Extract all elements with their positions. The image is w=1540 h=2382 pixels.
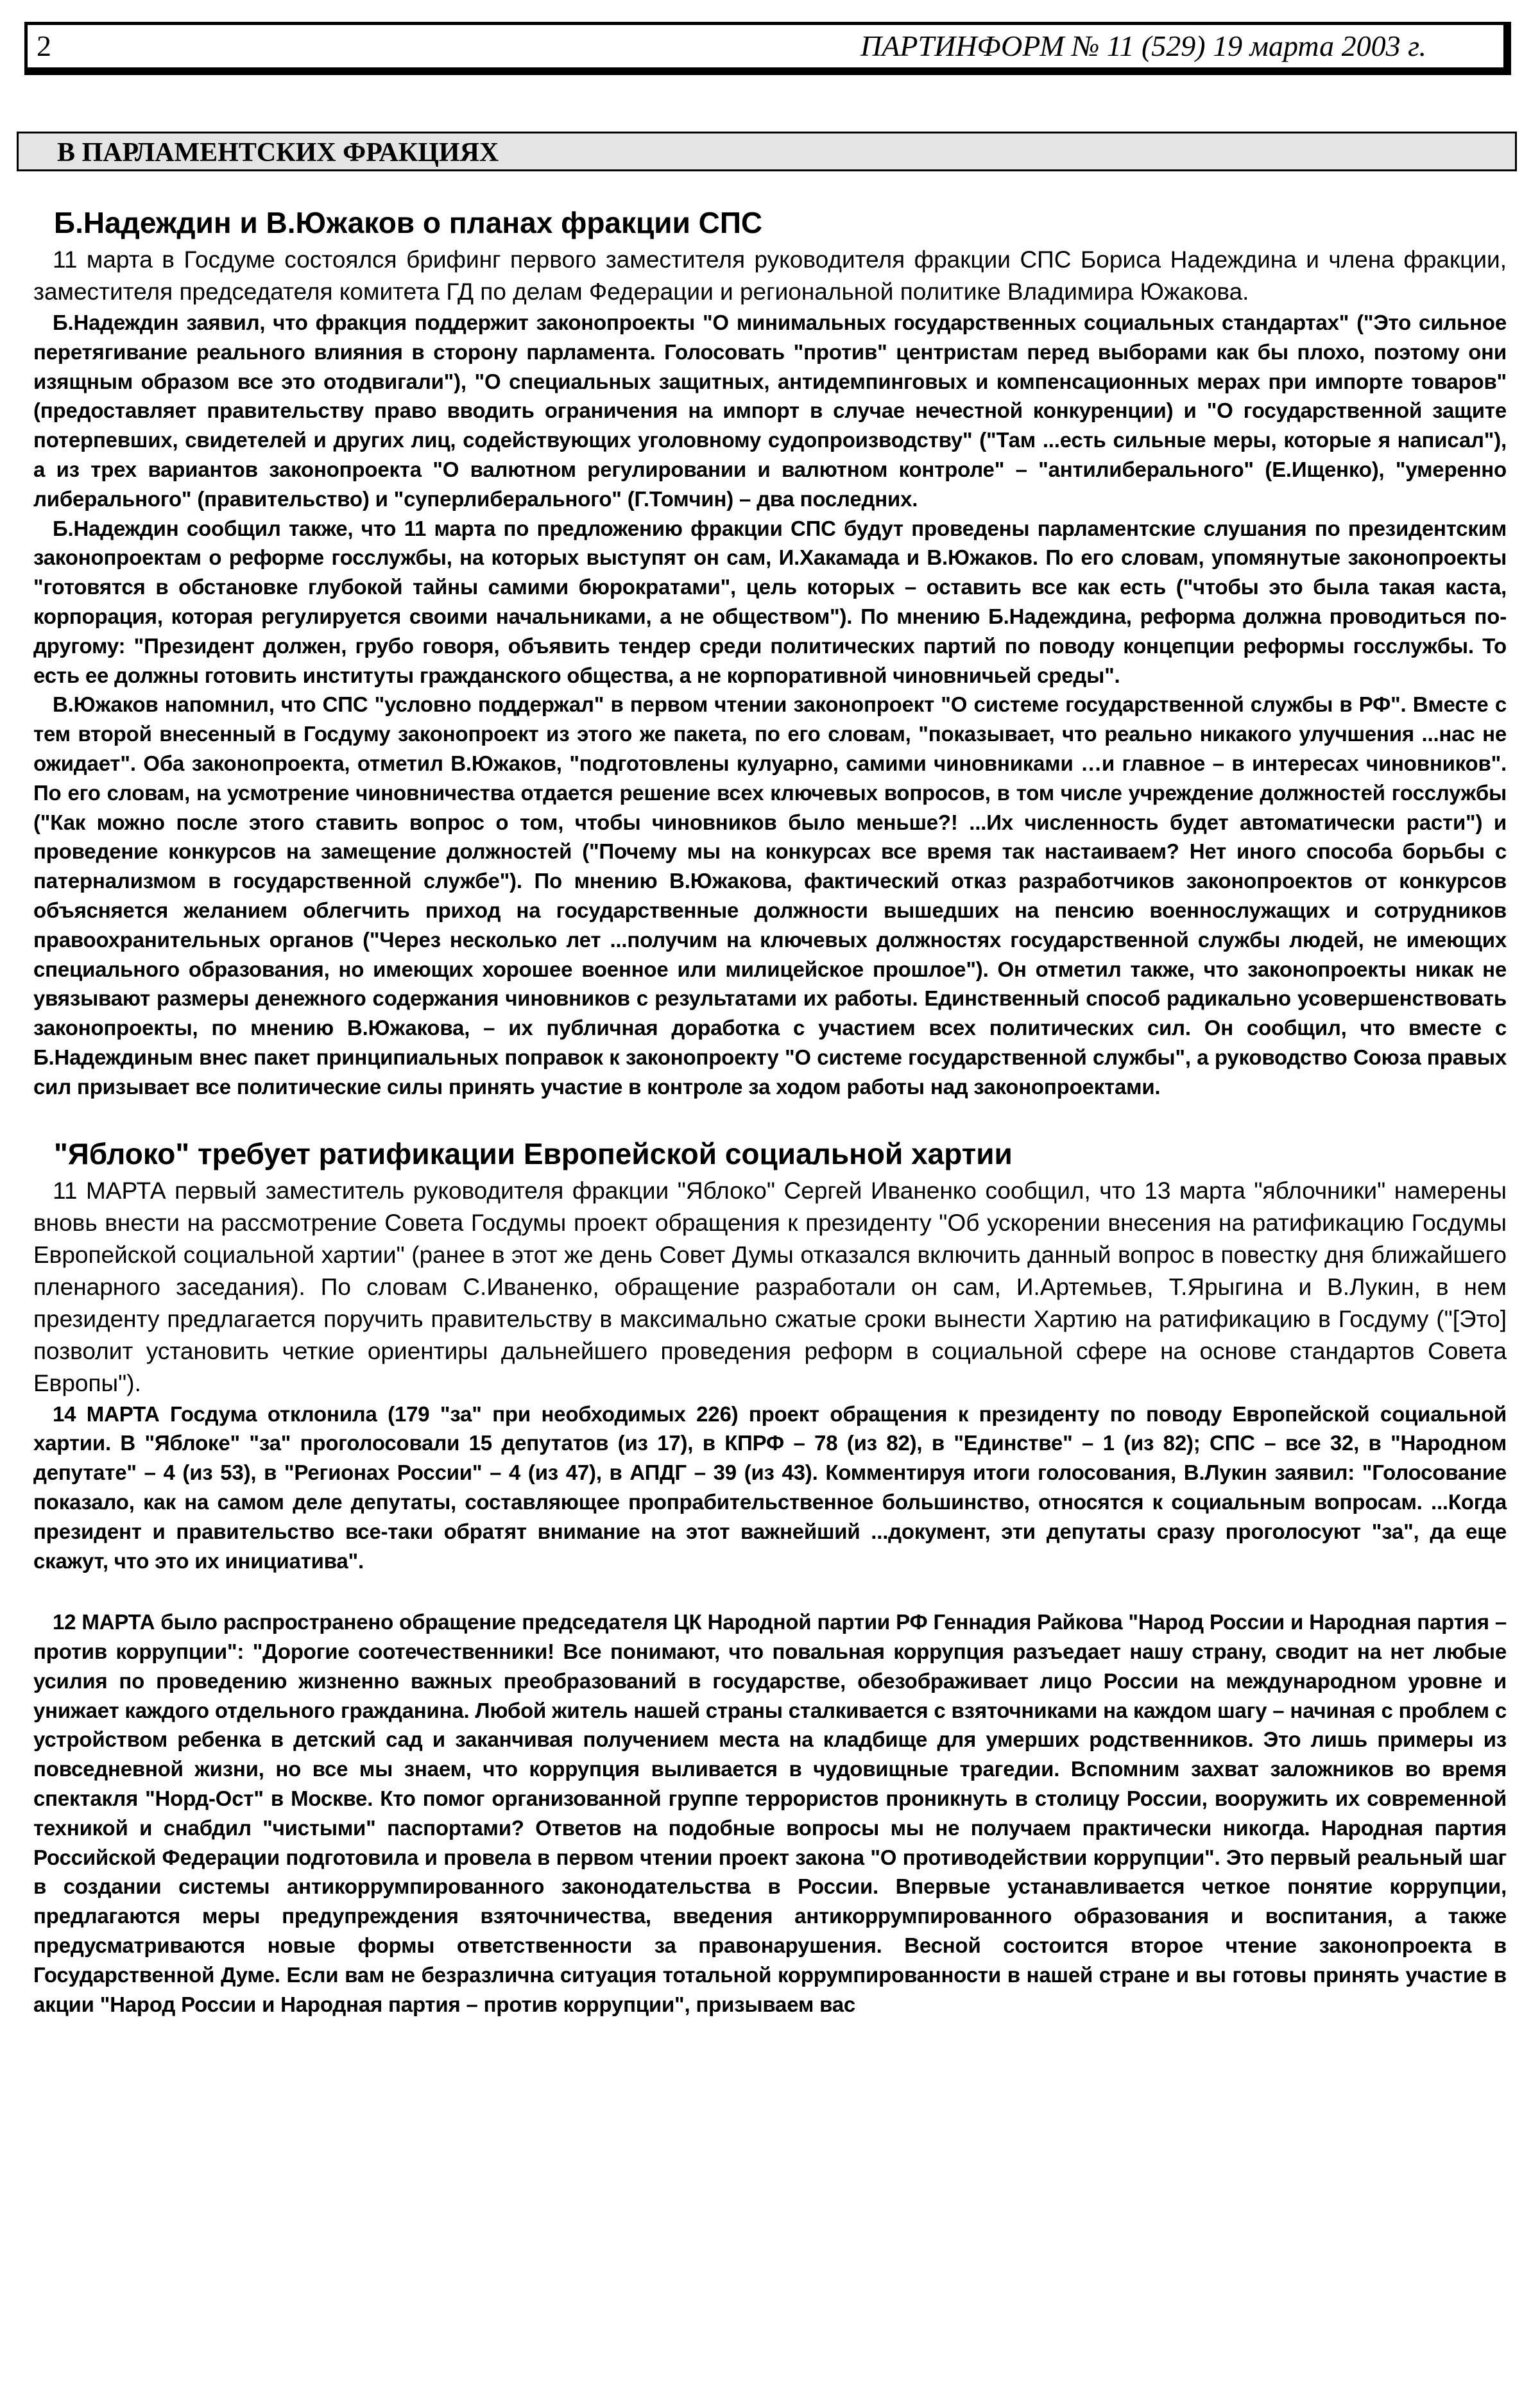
article-lead: 11 МАРТА первый заместитель руководителя фракции "Яблоко" Сергей Иваненко сообщил, что 13 марта "яблочники" намерены вновь внести на рассмотрение Совета Госдумы проект обращения к президенту "Об ускорении внесения на ратификацию Госдумы Европейской социальной хартии" (ранее в этот же день Совет Думы отказался включить данный вопрос в повестку дня ближайшего пленарного заседания). По словам С.Иваненко, обращение разработали он сам, И.Артемьев, Т.Ярыгина и В.Лукин, в нем президенту предлагается поручить правительству в максимально сжатые сроки вынести Хартию на ратификацию в Госдуму ("[Это] позволит установить четкие ориентиры дальнейшего проведения реформ в социальной сфере на основе стандартов Совета Европы"). [33,1177,1507,1396]
article-people-party [33,1607,1507,2019]
article-paragraph: В.Южаков напомнил, что СПС "условно поддержал" в первом чтении законопроект "О системе государственной службы в РФ". Вместе с тем второй внесенный в Госдуму законопроект из этого же пакета, по его словам, "показывает, что реально никакого улучшения ...нас не ожидает". Оба законопроекта, отметил В.Южаков, "подготовлены кулуарно, самими чиновниками …и главное – в интересах чиновников". По его словам, на усмотрение чиновничества отдается решение всех ключевых вопросов, в том числе учреждение должностей госслужбы ("Как можно после этого ставить вопрос о том, чтобы чиновников было меньше?! ...Их численность будет автоматически расти") и проведение конкурсов на замещение должностей ("Почему мы на конкурсах все время так настаиваем? Нет иного способа борьбы с патернализмом в государственной службе"). По мнению В.Южакова, фактический отказ разработчиков законопроектов от конкурсов объясняется желанием облегчить приход на государственные должности вышедших на пенсию военнослужащих и сотрудников правоохранительных органов ("Через несколько лет ...получим на ключевых должностях государственной службы людей, не имеющих специального образования, но имеющих хорошее военное или милицейское прошлое"). Он отметил также, что законопроекты никак не увязывают размеры денежного содержания чиновников с результатами их работы. Единственный способ радикально усовершенствовать законопроекты, по мнению В.Южакова, – их публичная доработка с участием всех политических сил. Он сообщил, что вместе с Б.Надеждиным внес пакет принципиальных поправок к законопроекту "О системе государственной службы", а руководство Союза правых сил призывает все политические силы принять участие в контроле за ходом работы над законопроектами. [33,692,1507,1099]
article-lead: 11 марта в Госдуме состоялся брифинг первого заместителя руководителя фракции СПС Бориса Надеждина и члена фракции, заместителя председателя комитета ГД по делам Федерации и региональной политике Владимира Южакова. [33,246,1507,305]
masthead: ПАРТИНФОРМ № 11 (529) 19 марта 2003 г. [860,30,1426,62]
article-sps [33,204,1507,1102]
article-paragraph: 12 МАРТА было распространено обращение председателя ЦК Народной партии РФ Геннадия Райкова "Народ России и Народная партия – против коррупции": "Дорогие соотечественники! Все понимают, что повальная коррупция разъедает нашу страну, сводит на нет любые усилия по проведению жизненно важных преобразований в государстве, обезображивает лицо России на международном уровне и унижает каждого отдельного гражданина. Любой житель нашей страны сталкивается с взяточниками на каждом шагу – начиная с проблем с устройством ребенка в детский сад и заканчивая получением места на кладбище для умерших родственников. Это лишь примеры из повседневной жизни, но все мы знаем, что коррупция выливается в чудовищные трагедии. Вспомним захват заложников во время спектакля "Норд-Ост" в Москве. Кто помог организованной группе террористов проникнуть в столицу России, вооружить их современной техникой и снабдил "чистыми" паспортами? Ответов на подобные вопросы мы не получаем практически никогда. Народная партия Российской Федерации подготовила и провела в первом чтении проект закона "О противодействии коррупции". Это первый реальный шаг в создании системы антикоррумпированного законодательства в России. Впервые устанавливается четкое понятие коррупции, предлагаются меры предупреждения взяточничества, введения антикоррумпированного образования и воспитания, а также предусматриваются новые формы ответственности за правонарушения. Весной состоится второе чтение законопроекта в Государственной Думе. Если вам не безразлична ситуация тотальной коррумпированности в нашей стране и вы готовы принять участие в акции "Народ России и Народная партия – против коррупции", призываем вас [33,1610,1507,2016]
section-bar [17,132,1517,171]
article-paragraph: Б.Надеждин заявил, что фракция поддержит законопроекты "О минимальных государственных социальных стандартах" ("Это сильное перетягивание реального влияния в сторону парламента. Голосовать "против" центристам перед выборами как бы плохо, поэтому они изящным образом все это отодвигали"), "О специальных защитных, антидемпинговых и компенсационных мерах при импорте товаров" (предоставляет правительству право вводить ограничения на импорт в случае нечестной конкуренции) и "О государственной защите потерпевших, свидетелей и других лиц, содействующих уголовному судопроизводству" ("Там ...есть сильные меры, которые я написал"), а из трех вариантов законопроекта "О валютном регулировании и валютном контроле" – "антилиберального" (Е.Ищенко), "умеренно либерального" (правительство) и "суперлиберального" (Г.Томчин) – два последних. [33,311,1507,511]
article-yabloko [33,1135,1507,1576]
page-header [24,22,1511,75]
article-paragraph: 14 МАРТА Госдума отклонила (179 "за" при необходимых 226) проект обращения к президенту по поводу Европейской социальной хартии. В "Яблоке" "за" проголосовали 15 депутатов (из 17), в КПРФ – 78 (из 82), в "Единстве" – 1 (из 82); СПС – все 32, в "Народном депутате" – 4 (из 53), в "Регионах России" – 4 (из 47), в АПДГ – 39 (из 43). Комментируя итоги голосования, В.Лукин заявил: "Голосование показало, как на самом деле депутаты, составляющее пропрабительственное большинство, относятся к социальным вопросам. ...Когда президент и правительство все-таки обратят внимание на этот важнейший ...документ, эти депутаты сразу проголосуют "за", да еще скажут, что это их инициатива". [33,1401,1507,1573]
article-content [33,204,1507,2019]
article-paragraph: Б.Надеждин сообщил также, что 11 марта по предложению фракции СПС будут проведены парламентские слушания по президентским законопроектам о реформе госслужбы, на которых выступят он сам, И.Хакамада и В.Южаков. По его словам, упомянутые законопроекты "готовятся в обстановке глубокой тайны самими бюрократами", цель которых – оставить все как есть ("чтобы это была такая каста, корпорация, которая регулируется своими начальниками, а не обществом"). По мнению Б.Надеждина, реформа должна проводиться по-другому: "Президент должен, грубо говоря, объявить тендер среди политических партий по поводу концепции реформы госслужбы. То есть ее должны готовить институты гражданского общества, а не корпоративной чиновничьей среды". [33,516,1507,687]
page-number: 2 [37,30,51,62]
article-title: "Яблоко" требует ратификации Европейской социальной хартии [54,1136,1013,1170]
article-title: Б.Надеждин и В.Южаков о планах фракции СПС [54,206,763,239]
section-title: В ПАРЛАМЕНТСКИХ ФРАКЦИЯХ [57,138,499,167]
